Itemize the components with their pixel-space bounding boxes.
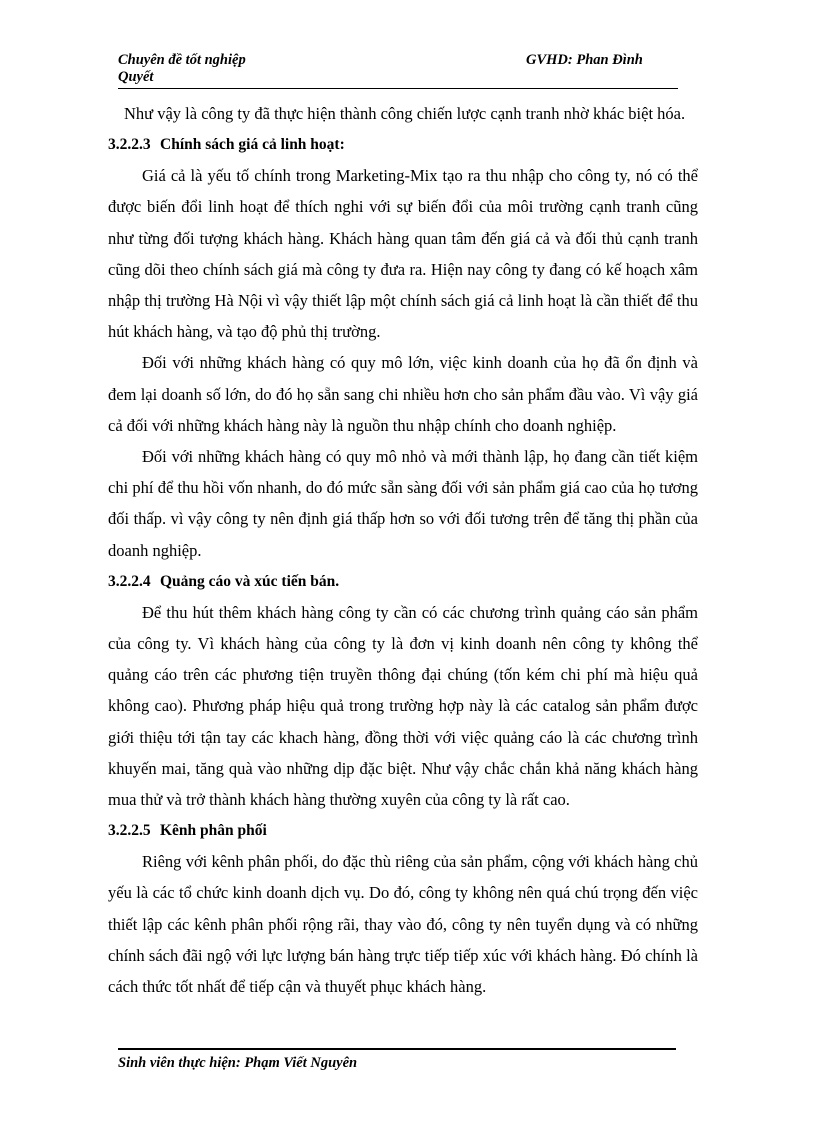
header-supervisor: GVHD: Phan Đình [526,52,643,68]
body-paragraph: Đối với những khách hàng có quy mô nhỏ và mới thành lập, họ đang cần tiết kiệm chi phí để thu hồi vốn nhanh, do đó mức sẵn sàng đối với sản phẩm giá cao của họ tương đối thấp. vì vậy công ty nên định giá thấp hơn so với đối tương trên để tăng thị phần của doanh nghiệp. [108,447,698,560]
section-heading-promotion [108,566,698,597]
section-number: 3.2.2.3 [108,136,151,154]
section-heading-distribution [108,815,698,846]
header-document-title: Chuyên đề tốt nghiệp Quyết [118,52,246,85]
footer-author: Sinh viên thực hiện: Phạm Viết Nguyên [118,1055,358,1071]
section-number: 3.2.2.5 [108,822,151,840]
body-paragraph: Để thu hút thêm khách hàng công ty cần có các chương trình quảng cáo sản phẩm của công ty. Vì khách hàng của công ty là đơn vị kinh doanh nên công ty không thể quảng cáo trên các phương tiện truyền thông đại chúng (tốn kém chi phí mà hiệu quả không cao). Phương pháp hiệu quả trong trường hợp này là các catalog sản phẩm được giới thiệu tới tận tay các khach hàng, đồng thời với việc quảng cáo là các chương trình khuyến mai, tăng quà vào những dịp đặc biệt. Như vậy chắc chắn khả năng khách hàng mua thử và trở thành khách hàng thường xuyên của công ty là rất cao. [108,602,698,810]
section-number: 3.2.2.4 [108,572,151,590]
body-paragraph: Riêng với kênh phân phối, do đặc thù riêng của sản phẩm, cộng với khách hàng chủ yếu là các tổ chức kinh doanh dịch vụ. Do đó, công ty không nên quá chú trọng đến việc thiết lập các kênh phân phối rộng rãi, thay vào đó, công ty nên tuyển dụng và có những chính sách đãi ngộ với lực lượng bán hàng trực tiếp tiếp xúc với khách hàng. Đó chính là cách thức tốt nhất để tiếp cận và thuyết phục khách hàng. [108,852,698,997]
header-divider [118,88,678,89]
section-title: Kênh phân phối [160,822,267,840]
section-title: Chính sách giá cả linh hoạt: [160,136,345,154]
section-title: Quảng cáo và xúc tiến bán. [160,572,340,590]
page-content [108,98,698,1002]
section-heading-pricing [108,129,698,160]
intro-paragraph: Như vậy là công ty đã thực hiện thành công chiến lược cạnh tranh nhờ khác biệt hóa. [124,104,686,123]
footer-divider [118,1048,676,1050]
body-paragraph: Đối với những khách hàng có quy mô lớn, việc kinh doanh của họ đã ổn định và đem lại doanh số lớn, do đó họ sẵn sang chi nhiều hơn cho sản phẩm đầu vào. Vì vậy giá cả đối với những khách hàng này là nguồn thu nhập chính cho doanh nghiệp. [108,353,698,435]
body-paragraph: Giá cả là yếu tố chính trong Marketing-Mix tạo ra thu nhập cho công ty, nó có thể được biến đổi linh hoạt để thích nghi với sự biến đổi của môi trường cạnh tranh cũng như từng đối tượng khách hàng. Khách hàng quan tâm đến giá cả và đối thủ cạnh tranh cũng dõi theo chính sách giá mà công ty đưa ra. Hiện nay công ty đang có kế hoạch xâm nhập thị trường Hà Nội vì vậy thiết lập một chính sách giá cả linh hoạt là cần thiết để thu hút khách hàng, và tạo độ phủ thị trường. [108,166,698,342]
